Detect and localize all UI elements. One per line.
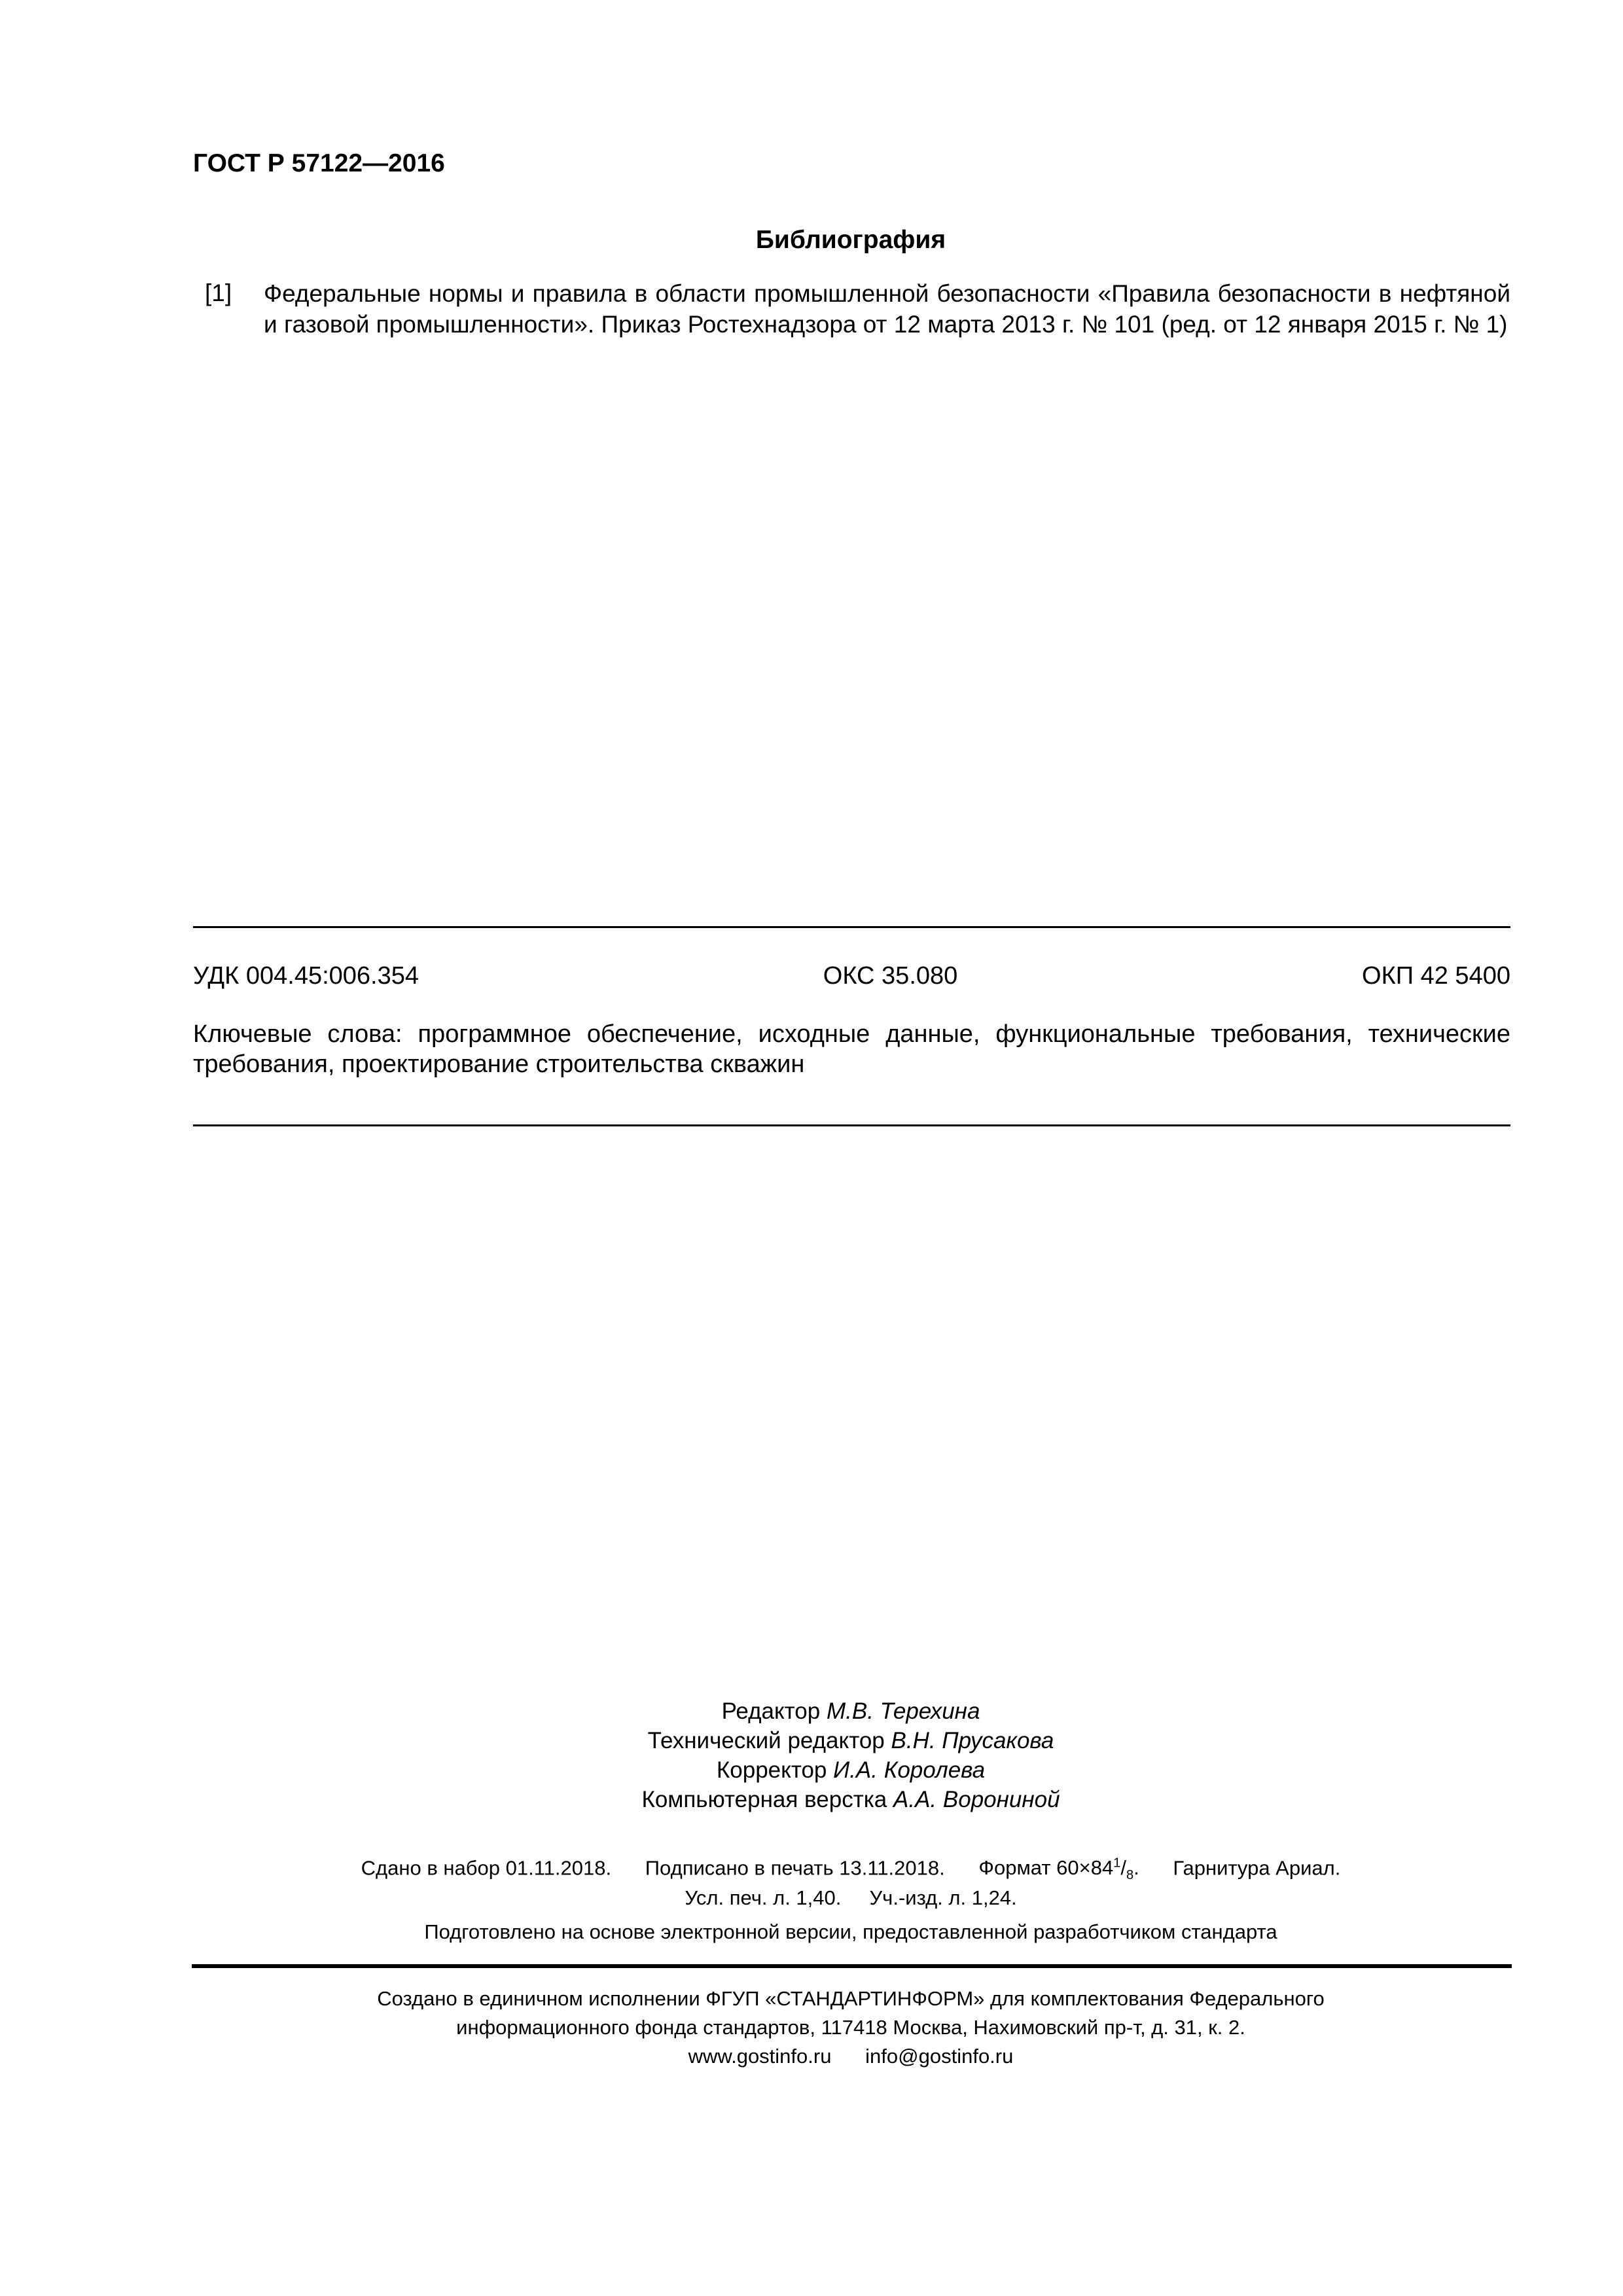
bibliography-title: Библиография bbox=[755, 226, 946, 254]
divider-top bbox=[193, 926, 1510, 928]
credit-corrector: Корректор И.А. Королева bbox=[716, 1757, 986, 1783]
udk-code: УДК 004.45:006.354 bbox=[193, 962, 419, 990]
print-sheets: Усл. печ. л. 1,40. bbox=[685, 1886, 842, 1909]
divider-footer bbox=[192, 1964, 1512, 1968]
print-info-line-1 bbox=[0, 1856, 1623, 1884]
publishing-sheets: Уч.-изд. л. 1,24. bbox=[869, 1886, 1017, 1909]
typeset-date: Сдано в набор 01.11.2018. bbox=[361, 1856, 612, 1880]
website-link[interactable]: www.gostinfo.ru bbox=[688, 2045, 832, 2068]
credit-tech-editor: Технический редактор В.Н. Прусакова bbox=[647, 1728, 1054, 1753]
footer-line-2: информационного фонда стандартов, 117418 Москва, Нахимовский пр-т, д. 31, к. 2. bbox=[456, 2016, 1245, 2039]
typeface: Гарнитура Ариал. bbox=[1173, 1856, 1341, 1880]
footer-line-1: Создано в единичном исполнении ФГУП «СТАНДАРТИНФОРМ» для комплектования Федерального bbox=[377, 1987, 1325, 2010]
keywords: Ключевые слова: программное обеспечение, исходные данные, функциональные требования, технические требования, проектирование строительства скважин bbox=[193, 1020, 1510, 1078]
bibliography-entry-text: Федеральные нормы и правила в области промышленной безопасности «Правила безопасности в нефтяной и газовой промышленности». Приказ Ростехнадзора от 12 марта 2013 г. № 101 (ред. от 12 января 2015 г. № 1) bbox=[264, 280, 1510, 338]
print-info-line-2 bbox=[0, 1886, 1623, 1910]
oks-code: ОКС 35.080 bbox=[823, 962, 958, 990]
signed-date: Подписано в печать 13.11.2018. bbox=[645, 1856, 945, 1880]
publisher-footer bbox=[0, 1984, 1623, 2071]
bibliography-entry-number: [1] bbox=[205, 279, 232, 306]
prepared-note: Подготовлено на основе электронной версии, предоставленной разработчиком стандарта bbox=[424, 1920, 1277, 1943]
document-header: ГОСТ Р 57122—2016 bbox=[193, 149, 445, 177]
footer-links bbox=[0, 2042, 1623, 2071]
email-link[interactable]: info@gostinfo.ru bbox=[865, 2045, 1014, 2068]
divider-bottom bbox=[193, 1124, 1510, 1126]
credits-block bbox=[0, 1696, 1623, 1814]
okp-code: ОКП 42 5400 bbox=[1362, 962, 1510, 990]
classification-row bbox=[193, 962, 1510, 990]
credit-editor: Редактор М.В. Терехина bbox=[721, 1698, 980, 1724]
print-format: Формат $60\times 84^1/_8$. bbox=[978, 1856, 1139, 1883]
credit-layout: Компьютерная верстка А.А. Ворониной bbox=[641, 1787, 1060, 1812]
